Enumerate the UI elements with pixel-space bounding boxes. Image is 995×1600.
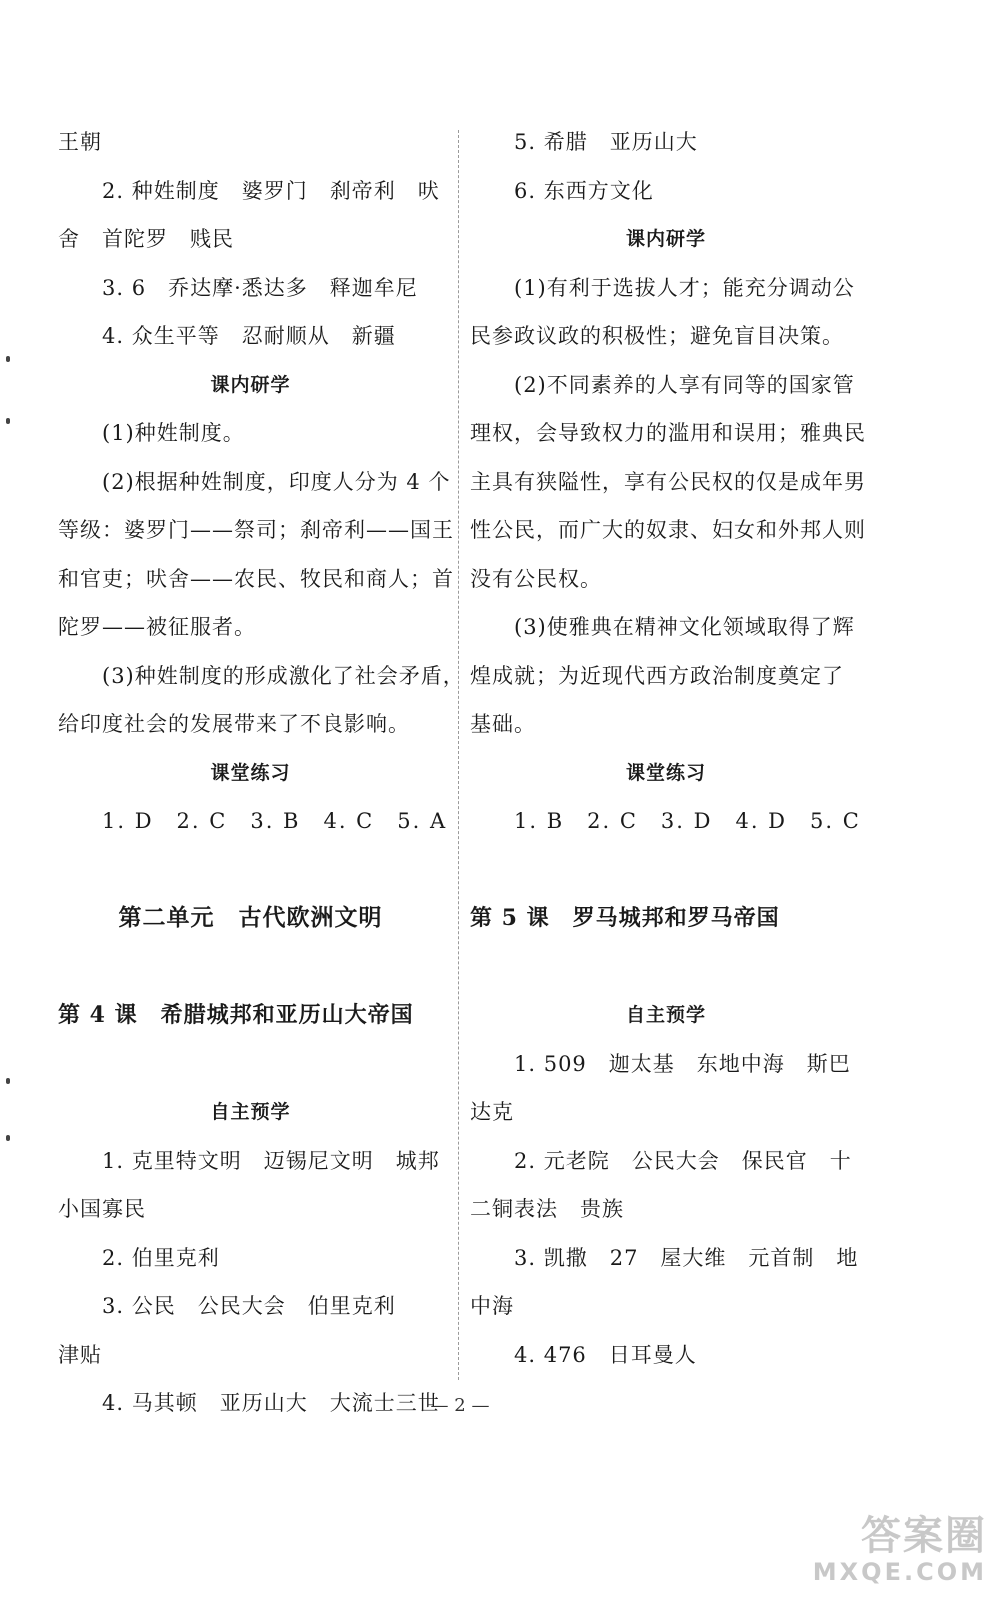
- margin-dot: [6, 1135, 10, 1141]
- text-line: 第 4 课 希腊城邦和亚历山大帝国: [58, 1002, 414, 1028]
- text-line: 舍 首陀罗 贱民: [58, 227, 234, 251]
- margin-dot: [6, 356, 10, 362]
- text-line: (2)不同素养的人享有同等的国家管: [514, 372, 855, 397]
- text-line: (3)种姓制度的形成激化了社会矛盾，: [102, 663, 465, 688]
- text-line: 课内研学: [625, 228, 706, 250]
- text-line: 理权，会导致权力的滥用和误用；雅典民: [470, 421, 866, 445]
- text-line: (3)使雅典在精神文化领域取得了辉: [514, 615, 855, 639]
- watermark-logo: 答案圈: [861, 1513, 987, 1559]
- watermark-url: MXQE.COM: [812, 1558, 987, 1586]
- text-line: 煌成就；为近现代西方政治制度奠定了: [470, 663, 844, 688]
- text-line: 自主预学: [210, 1101, 291, 1123]
- text-line: 2. 种姓制度 婆罗门 刹帝利 吠: [102, 178, 440, 203]
- page-number: — 2 —: [430, 1395, 490, 1416]
- text-line: 陀罗——被征服者。: [58, 615, 256, 639]
- text-line: 达克: [470, 1100, 514, 1124]
- margin-dot: [6, 1078, 10, 1084]
- text-line: 王朝: [58, 130, 102, 154]
- text-line: [470, 943, 862, 992]
- text-line: 第 5 课 罗马城邦和罗马帝国: [470, 905, 780, 931]
- text-line: 2. 伯里克利: [102, 1245, 220, 1270]
- text-line: (1)种姓制度。: [102, 421, 245, 445]
- text-line: [58, 846, 443, 895]
- text-line: 1. 克里特文明 迈锡尼文明 城邦: [102, 1148, 440, 1173]
- text-line: [58, 1040, 443, 1089]
- text-line: 津贴: [58, 1342, 102, 1367]
- text-line: 4. 马其顿 亚历山大 大流士三世: [102, 1391, 440, 1415]
- text-line: 1. B 2. C 3. D 4. D 5. C: [514, 809, 861, 833]
- text-line: 3. 凯撒 27 屋大维 元首制 地: [514, 1245, 859, 1270]
- text-line: 5. 希腊 亚历山大: [514, 130, 698, 154]
- text-line: 基础。: [470, 712, 536, 736]
- text-line: 1. 509 迦太基 东地中海 斯巴: [514, 1051, 851, 1076]
- text-line: [58, 943, 443, 992]
- text-line: 课堂练习: [625, 761, 706, 784]
- text-line: 主具有狭隘性，享有公民权的仅是成年男: [470, 469, 866, 494]
- text-line: 3. 6 乔达摩·悉达多 释迦牟尼: [102, 275, 418, 300]
- text-line: 没有公民权。: [470, 566, 602, 591]
- text-line: 自主预学: [625, 1004, 706, 1026]
- text-line: 课内研学: [210, 373, 291, 396]
- text-line: [470, 846, 862, 895]
- right-column: [470, 118, 866, 1379]
- text-line: 中海: [470, 1294, 514, 1318]
- text-line: 小国寡民: [58, 1197, 146, 1221]
- text-line: (1)有利于选拔人才；能充分调动公: [514, 275, 855, 300]
- text-line: 2. 元老院 公民大会 保民官 十: [514, 1148, 852, 1173]
- text-line: 第二单元 古代欧洲文明: [118, 904, 383, 931]
- text-line: 等级：婆罗门——祭司；刹帝利——国王: [58, 518, 454, 542]
- left-column: [58, 118, 465, 1428]
- text-line: 1. D 2. C 3. B 4. C 5. A: [102, 809, 448, 833]
- text-line: 民参政议政的积极性；避免盲目决策。: [470, 324, 844, 348]
- text-line: 课堂练习: [210, 761, 291, 784]
- text-line: 4. 众生平等 忍耐顺从 新疆: [102, 324, 396, 348]
- text-line: 3. 公民 公民大会 伯里克利: [102, 1294, 396, 1318]
- text-line: 给印度社会的发展带来了不良影响。: [58, 712, 410, 736]
- text-line: (2)根据种姓制度，印度人分为 4 个: [102, 469, 451, 494]
- margin-dot: [6, 418, 10, 424]
- text-line: 4. 476 日耳曼人: [514, 1342, 697, 1367]
- column-divider: [458, 130, 459, 1380]
- text-line: 和官吏；吠舍——农民、牧民和商人；首: [58, 566, 454, 591]
- watermark: [813, 1514, 987, 1586]
- text-line: 性公民，而广大的奴隶、妇女和外邦人则: [470, 518, 866, 542]
- text-line: 6. 东西方文化: [514, 178, 654, 203]
- text-line: 二铜表法 贵族: [470, 1197, 624, 1221]
